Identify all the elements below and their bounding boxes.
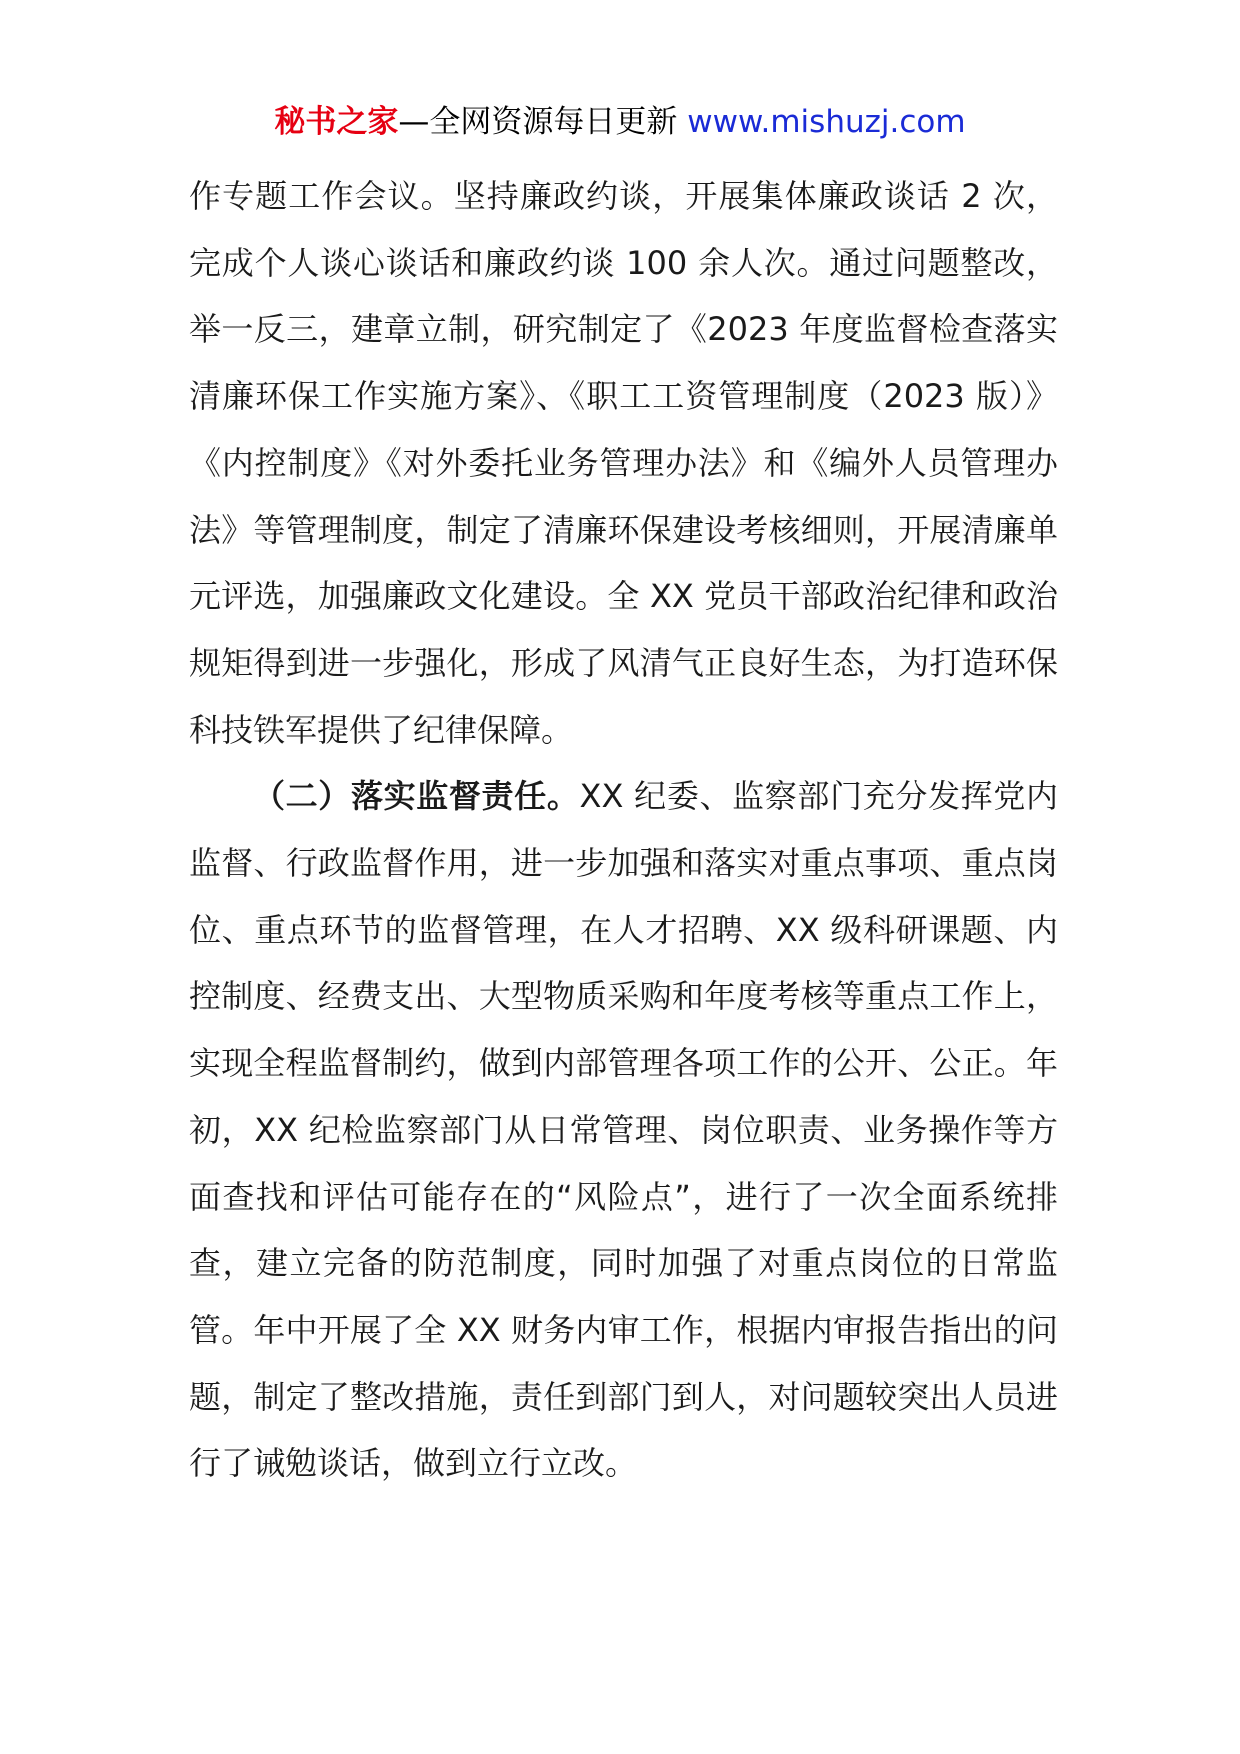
paragraph-1-text: 作专题工作会议。坚持廉政约谈，开展集体廉政谈话 2 次，完成个人谈心谈话和廉政约谈 100 余人次。通过问题整改，举一反三，建章立制，研究制定了《2023 年度监督检查落实清廉环保工作实施方案》、《职工工资管理制度（2023 版）》《内控制度》《对外委托业务管理办法》和《编外人员管理办法》等管理制度，制定了清廉环保建设考核细则，开展清廉单元评选，加强廉政文化建设。全 XX 党员干部政治纪律和政治规矩得到进一步强化，形成了风清气正良好生态，为打造环保科技铁军提供了纪律保障。 [189,177,1058,749]
header-slogan: —全网资源每日更新 [398,104,688,140]
page-header [0,100,1240,144]
header-brand: 秘书之家 [274,104,399,140]
document-body [189,163,1058,1497]
paragraph-2 [189,763,1058,1497]
paragraph-1 [189,163,1058,763]
paragraph-2-text: XX 纪委、监察部门充分发挥党内监督、行政监督作用，进一步加强和落实对重点事项、重点岗位、重点环节的监督管理，在人才招聘、XX 级科研课题、内控制度、经费支出、大型物质采购和年度考核等重点工作上，实现全程监督制约，做到内部管理各项工作的公开、公正。年初，XX 纪检监察部门从日常管理、岗位职责、业务操作等方面查找和评估可能存在的“风险点”，进行了一次全面系统排查，建立完备的防范制度，同时加强了对重点岗位的日常监管。年中开展了全 XX 财务内审工作，根据内审报告指出的问题，制定了整改措施，责任到部门到人，对问题较突出人员进行了诫勉谈话，做到立行立改。 [189,777,1058,1483]
section-heading: （二）落实监督责任。 [253,777,580,816]
header-url-link[interactable]: www.mishuzj.com [687,104,966,140]
